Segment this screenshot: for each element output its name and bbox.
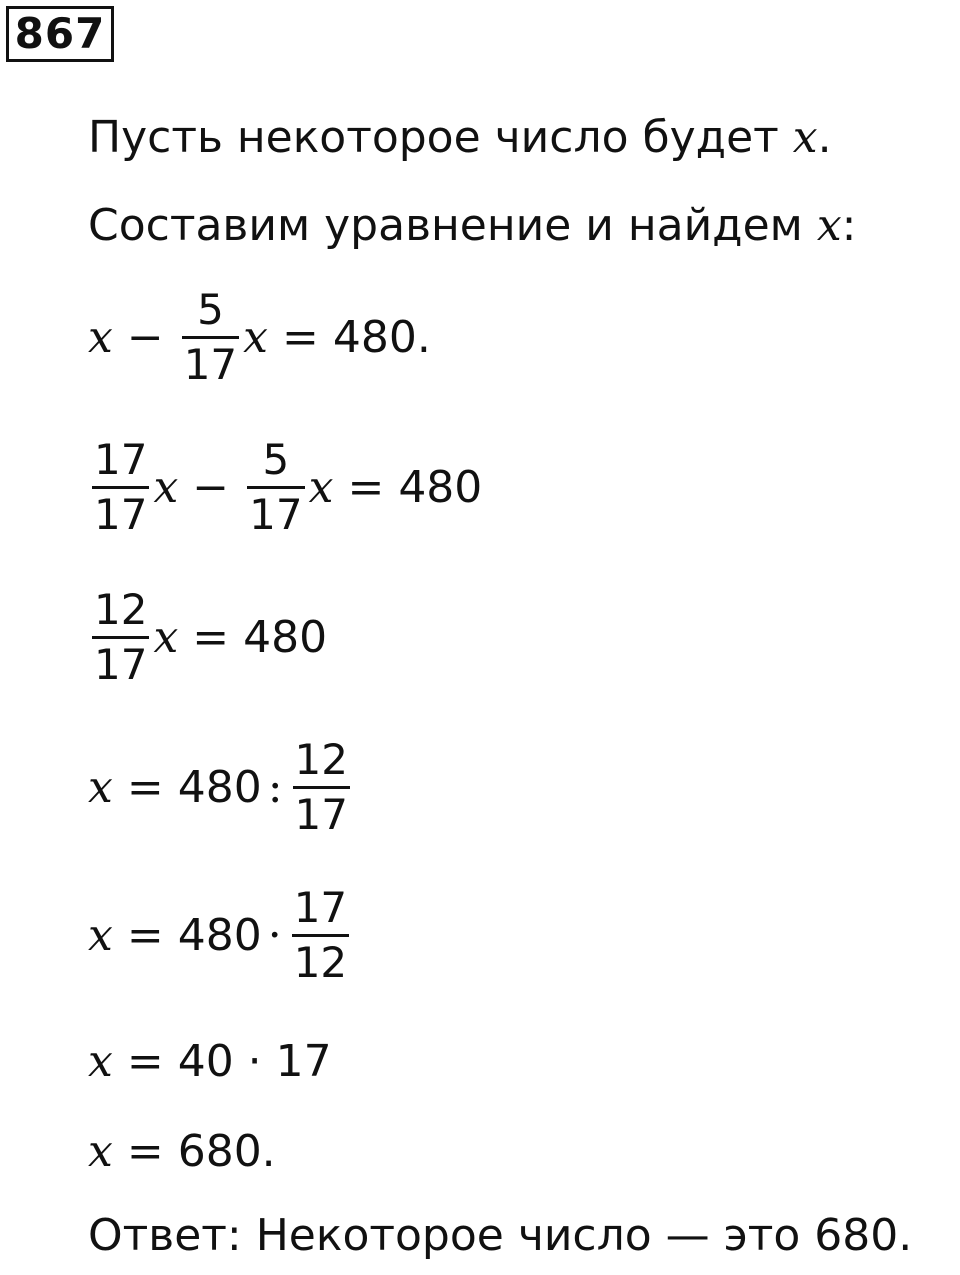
variable-x: x: [88, 1036, 113, 1087]
variable-x: x: [88, 1126, 113, 1177]
rhs-value: 680.: [177, 1126, 276, 1177]
colon: :: [841, 200, 857, 251]
fraction-numerator: 12: [294, 735, 348, 784]
intro-line-1: [88, 112, 832, 163]
equals-sign: =: [347, 462, 385, 514]
equation-step-5: [88, 883, 353, 988]
fraction-numerator: 5: [197, 285, 224, 334]
rhs-value: 40 · 17: [177, 1036, 332, 1087]
fraction-denominator: 17: [294, 790, 348, 840]
problem-number: 867: [14, 9, 106, 58]
variable-x: x: [243, 312, 268, 364]
equals-sign: =: [192, 612, 230, 664]
fraction-denominator: 12: [293, 938, 348, 988]
equation-step-1: [88, 285, 431, 390]
variable-x: x: [153, 462, 179, 514]
fraction-numerator: 12: [94, 585, 148, 634]
fraction: [247, 435, 304, 540]
fraction-numerator: 17: [293, 883, 348, 932]
variable-x: x: [792, 112, 818, 163]
minus-sign: −: [126, 312, 164, 364]
variable-x: x: [308, 462, 334, 514]
fraction: [293, 735, 350, 840]
fraction: [92, 435, 149, 540]
intro-text-1: Пусть некоторое число будет: [88, 112, 793, 163]
division-sign: :: [267, 762, 283, 814]
equals-sign: =: [126, 910, 164, 962]
fraction: [92, 585, 149, 690]
answer-line: [88, 1210, 912, 1261]
fraction-denominator: 17: [249, 490, 303, 540]
variable-x: x: [88, 312, 113, 364]
dividend: 480: [177, 762, 262, 814]
fraction-numerator: 17: [94, 435, 148, 484]
rhs-value: 480: [398, 462, 483, 514]
equation-step-6: [88, 1036, 332, 1087]
variable-x: x: [88, 910, 113, 962]
equals-sign: =: [126, 1126, 164, 1177]
intro-text-2: Составим уравнение и найдем: [88, 200, 817, 251]
equals-sign: =: [126, 762, 164, 814]
multiplication-dot: ·: [267, 910, 282, 962]
variable-x: x: [153, 612, 179, 664]
intro-line-2: [88, 200, 857, 251]
answer-text: Ответ: Некоторое число — это 680.: [88, 1210, 913, 1261]
variable-x: x: [816, 200, 842, 251]
multiplicand: 480: [177, 910, 262, 962]
equation-step-4: [88, 735, 354, 840]
fraction: [182, 285, 239, 390]
problem-number-box: [6, 6, 114, 62]
equation-step-7: [88, 1126, 276, 1177]
rhs-value: 480.: [332, 312, 431, 364]
variable-x: x: [88, 762, 113, 814]
equals-sign: =: [281, 312, 319, 364]
fraction-denominator: 17: [94, 490, 148, 540]
equals-sign: =: [126, 1036, 164, 1087]
fraction: [292, 883, 349, 988]
fraction-denominator: 17: [183, 340, 238, 390]
fraction-denominator: 17: [94, 640, 148, 690]
equation-step-3: [88, 585, 328, 690]
equation-step-2: [88, 435, 483, 540]
rhs-value: 480: [243, 612, 328, 664]
minus-sign: −: [192, 462, 230, 514]
period: .: [817, 112, 832, 163]
fraction-numerator: 5: [262, 435, 290, 484]
